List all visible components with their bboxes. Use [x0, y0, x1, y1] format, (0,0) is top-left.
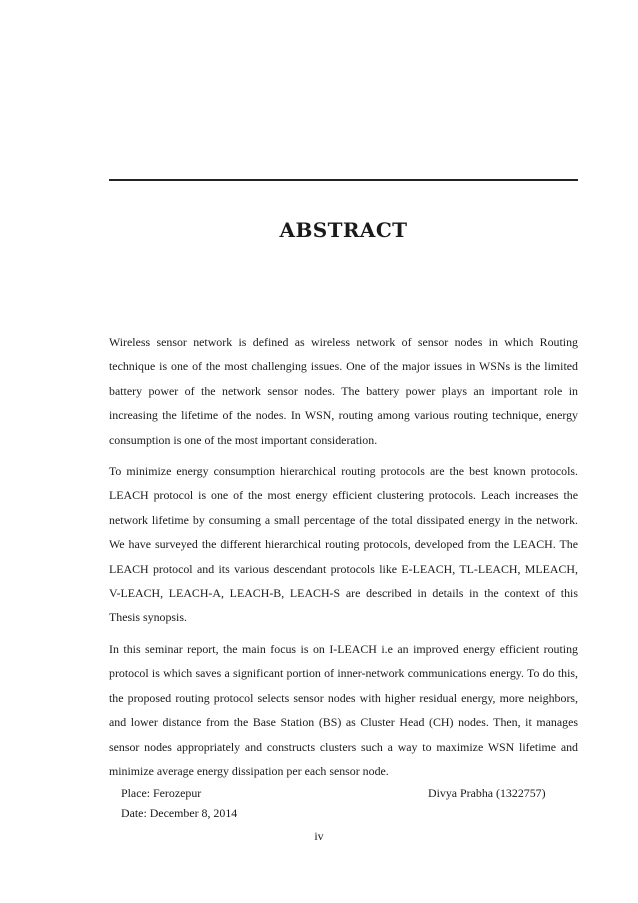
abstract-paragraph-3: In this seminar report, the main focus is on I-LEACH i.e an improved energy efficient routing protocol is which saves a significant portion of inner-network communications energy. To do this, the proposed routing protocol selects sensor nodes with higher residual energy, more neighbors, and lower distance from the Base Station (BS) as Cluster Head (CH) nodes. Then, it manages sensor nodes appropriately and constructs clusters such a way to maximize WSN lifetime and minimize average energy dissipation per each sensor node. [109, 641, 578, 778]
abstract-paragraph-1: Wireless sensor network is defined as wireless network of sensor nodes in which Routing technique is one of the most challenging issues. One of the major issues in WSNs is the limited battery power of the network sensor nodes. The battery power plays an important role in increasing the lifetime of the nodes. In WSN, routing among various routing technique, energy consumption is one of the most important consideration. [109, 335, 578, 447]
page-number: iv [314, 829, 324, 843]
title-rule [109, 179, 578, 181]
page-title: ABSTRACT [279, 218, 408, 242]
date-line: Date: December 8, 2014 [121, 806, 238, 820]
author-line: Divya Prabha (1322757) [428, 786, 546, 800]
abstract-body [109, 330, 578, 790]
abstract-paragraph-2: To minimize energy consumption hierarchical routing protocols are the best known protocols. LEACH protocol is one of the most energy efficient clustering protocols. Leach increases the network lifetime by consuming a small percentage of the total dissipated energy in the network. We have surveyed the different hierarchical routing protocols, developed from the LEACH. The LEACH protocol and its various descendant protocols like E-LEACH, TL-LEACH, MLEACH, V-LEACH, LEACH-A, LEACH-B, LEACH-S are described in details in the context of this Thesis synopsis. [109, 464, 578, 625]
place-line: Place: Ferozepur [121, 786, 202, 800]
